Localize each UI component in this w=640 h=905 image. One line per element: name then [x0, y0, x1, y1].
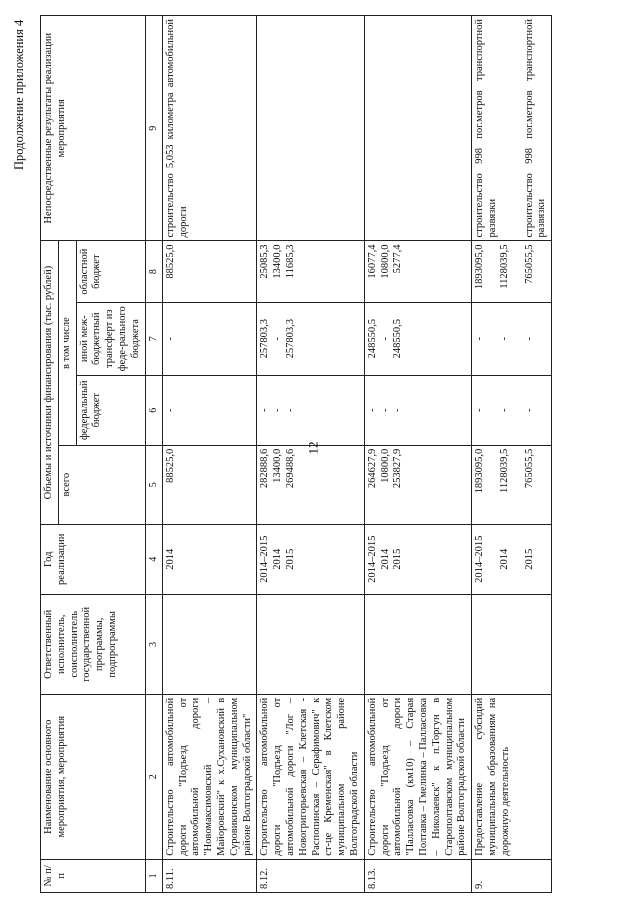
table-row: [364, 16, 471, 893]
row-federal: [257, 375, 364, 445]
row-interbudget: [472, 302, 552, 375]
interbudget-value: -: [523, 336, 535, 341]
row-name: Строительство автомобильной дороги "Подъезд от автомобильной дороги "Новомаксимовский – Майоровский" к х.Сухановский в Суровикинском муниципальном районе Волгоградской области": [162, 694, 257, 859]
column-index: 9: [145, 16, 162, 241]
row-year: [472, 524, 552, 594]
row-regional: 88525,0: [162, 241, 257, 302]
column-index: 3: [145, 594, 162, 694]
header-funding: Объемы и источники финансирования (тыс. рублей): [41, 241, 59, 524]
row-result: строительство 5,053 километра автомобильной дороги: [162, 16, 257, 241]
row-total: 88525,0: [162, 445, 257, 524]
header-total: всего: [58, 445, 145, 524]
row-total: [364, 445, 471, 524]
row-federal: [364, 375, 471, 445]
total-value: 13400,0: [272, 448, 284, 483]
header-year: Год реализации: [41, 524, 146, 594]
row-executor: [472, 594, 552, 694]
column-index: 2: [145, 694, 162, 859]
header-result: Непосредственные результаты реализации мероприятия: [41, 16, 146, 241]
regional-value: 765055,5: [523, 244, 535, 284]
column-index: 6: [145, 375, 162, 445]
row-result: [364, 16, 471, 241]
table-row: [162, 16, 257, 893]
year-value: 2015: [392, 548, 404, 570]
interbudget-value: 257803,3: [259, 319, 271, 359]
row-interbudget: -: [162, 302, 257, 375]
column-index-row: [145, 16, 162, 893]
column-index: 8: [145, 241, 162, 302]
header-interbudget: иной меж-бюджетный трансферт из феде-рального бюджета: [76, 302, 145, 375]
row-num: 8.12.: [257, 859, 364, 892]
row-regional: [472, 241, 552, 302]
total-value: 253827,9: [392, 448, 404, 489]
federal-value: -: [474, 408, 486, 412]
year-value: 2014–2015: [474, 535, 486, 583]
row-result: [257, 16, 364, 241]
header-num: № п/п: [41, 859, 146, 892]
row-num: 8.11.: [162, 859, 257, 892]
row-num: 9.: [472, 859, 552, 892]
regional-value: 13400,0: [272, 244, 284, 279]
total-value: 269488,6: [284, 448, 296, 489]
interbudget-value: -: [379, 336, 391, 341]
column-index: 5: [145, 445, 162, 524]
row-name: Строительство автомобильной дороги "Подъезд от автомобильной дороги "Палласовка (км10) – Старая Полтавка – Гмелинка – Палласовка – Николаевск" к п.Торгун в Старополтавском муниципальном районе Волгоградской области: [364, 694, 471, 859]
row-result: [472, 16, 552, 241]
total-value: 264627,9: [366, 448, 378, 489]
interbudget-value: -: [474, 336, 486, 341]
federal-value: -: [272, 408, 284, 412]
interbudget-value: -: [498, 336, 510, 341]
row-interbudget: [364, 302, 471, 375]
total-value: 10800,0: [379, 448, 391, 483]
row-interbudget: [257, 302, 364, 375]
header-executor: Ответственный исполнитель, соисполнитель государственной программы, подпрограммы: [41, 594, 146, 694]
row-num: 8.13.: [364, 859, 471, 892]
year-value: 2014: [379, 548, 391, 570]
row-total: [472, 445, 552, 524]
total-value: 1893095,0: [474, 448, 486, 494]
federal-value: -: [259, 408, 271, 412]
year-value: 2014: [272, 548, 284, 570]
year-value: 2015: [284, 548, 296, 570]
federal-value: -: [379, 408, 391, 412]
federal-value: -: [523, 408, 535, 412]
federal-value: -: [498, 408, 510, 412]
interbudget-value: -: [272, 336, 284, 341]
year-value: 2014–2015: [259, 535, 271, 583]
row-name: Предоставление субсидий муниципальным образованиям на дорожную деятельность: [472, 694, 552, 859]
row-total: [257, 445, 364, 524]
row-executor: [364, 594, 471, 694]
regional-value: 25085,3: [259, 244, 271, 279]
regional-value: 1128039,5: [498, 244, 510, 289]
regional-value: 11685,3: [284, 244, 296, 279]
interbudget-value: 257803,3: [284, 319, 296, 359]
row-year: [364, 524, 471, 594]
year-value: 2014: [498, 548, 510, 570]
row-year: 2014: [162, 524, 257, 594]
page-number: 12: [305, 441, 321, 455]
header-federal: федеральный бюджет: [76, 375, 145, 445]
page-caption: Продолжение приложения 4: [12, 19, 26, 170]
column-index: 7: [145, 302, 162, 375]
row-regional: [257, 241, 364, 302]
total-value: 765055,5: [523, 448, 535, 489]
total-value: 1128039,5: [498, 448, 510, 494]
header-name: Наименование основного мероприятия, мероприятия: [41, 694, 146, 859]
interbudget-value: 248550,5: [392, 319, 404, 359]
table-row: [257, 16, 364, 893]
federal-value: -: [392, 408, 404, 412]
header-regional: областной бюджет: [76, 241, 145, 302]
row-federal: -: [162, 375, 257, 445]
year-value: 2015: [523, 548, 535, 570]
row-federal: [472, 375, 552, 445]
row-executor: [162, 594, 257, 694]
regional-value: 10800,0: [379, 244, 391, 279]
row-year: [257, 524, 364, 594]
column-index: 4: [145, 524, 162, 594]
federal-value: -: [366, 408, 378, 412]
table-row: [472, 16, 552, 893]
program-table: [40, 15, 552, 893]
header-including: в том числе: [58, 241, 76, 445]
regional-value: 16077,4: [366, 244, 378, 279]
federal-value: -: [284, 408, 296, 412]
result-value: строительство 998 пог.метров транспортной развязки: [474, 19, 498, 238]
year-value: 2014–2015: [366, 535, 378, 583]
total-value: 282888,6: [259, 448, 271, 489]
result-value: строительство 998 пог.метров транспортной развязки: [523, 19, 548, 238]
column-index: 1: [145, 859, 162, 892]
row-name: Строительство автомобильной дороги "Подъезд от автомобильной дороги "Лог – Новогригорьевская – Клетская - Распопинская – Серафимович" к ст-це Кременская" в Клетском муниципальном районе Волгоградской области: [257, 694, 364, 859]
regional-value: 1893095,0: [474, 244, 486, 290]
row-executor: [257, 594, 364, 694]
row-regional: [364, 241, 471, 302]
interbudget-value: 248550,5: [366, 319, 378, 359]
regional-value: 5277,4: [392, 244, 404, 274]
